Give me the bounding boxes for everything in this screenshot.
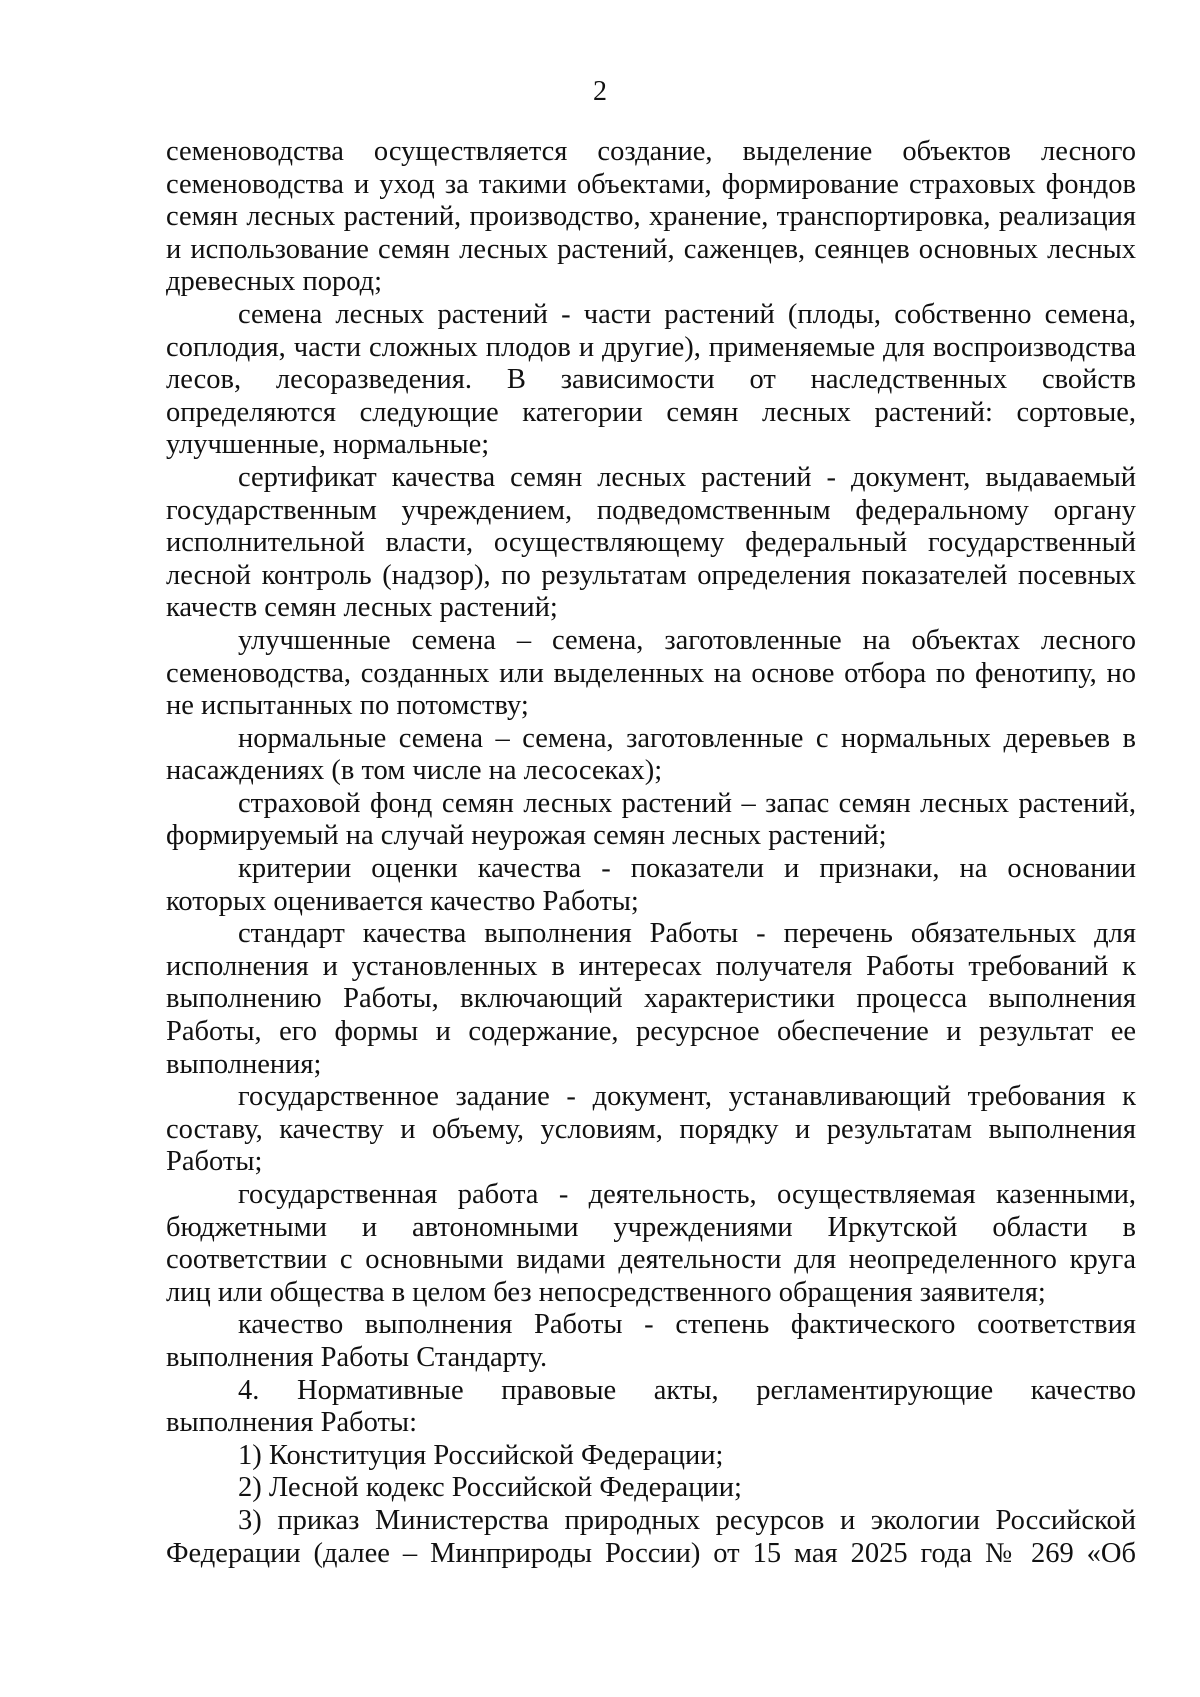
paragraph-seed-quality-certificate: сертификат качества семян лесных растений - документ, выдаваемый государственным учреждением, подведомственным федеральному органу исполнительной власти, осуществляющему федеральный государственный лесной контроль (надзор), по результатам определения показателей посевных качеств семян лесных растений; (166, 461, 1136, 624)
paragraph-quality-criteria: критерии оценки качества - показатели и признаки, на основании которых оценивается качество Работы; (166, 853, 1136, 917)
paragraph-improved-seeds: улучшенные семена – семена, заготовленные на объектах лесного семеноводства, созданных или выделенных на основе отбора по фенотипу, но не испытанных по потомству; (166, 624, 1136, 722)
paragraph-section-4-heading: 4. Нормативные правовые акты, регламентирующие качество выполнения Работы: (166, 1374, 1136, 1439)
paragraph-seed-production-continuation: семеноводства осуществляется создание, выделение объектов лесного семеноводства и уход за такими объектами, формирование страховых фондов семян лесных растений, производство, хранение, транспортировка, реализация и использование семян лесных растений, саженцев, сеянцев основных лесных древесных пород; (166, 136, 1136, 298)
list-item-constitution: 1) Конституция Российской Федерации; (238, 1439, 724, 1471)
paragraph-normal-seeds: нормальные семена – семена, заготовленные с нормальных деревьев в насаждениях (в том числе на лесосеках); (166, 722, 1136, 787)
paragraph-quality-standard: стандарт качества выполнения Работы - перечень обязательных для исполнения и установленных в интересах получателя Работы требований к выполнению Работы, включающий характеристики процесса выполнения Работы, его формы и содержание, ресурсное обеспечение и результат ее выполнения; (166, 918, 1136, 1080)
paragraph-state-assignment: государственное задание - документ, устанавливающий требования к составу, качеству и объему, условиям, порядку и результатам выполнения Работы; (166, 1081, 1136, 1178)
paragraph-work-quality: качество выполнения Работы - степень фактического соответствия выполнения Работы Стандарту. (166, 1309, 1136, 1373)
list-item-ministry-order: 3) приказ Министерства природных ресурсов и экологии Российской Федерации (далее – Минприроды России) от 15 мая 2025 года № 269 «Об (166, 1504, 1136, 1569)
document-body (166, 136, 1136, 1570)
list-item-forest-code: 2) Лесной кодекс Российской Федерации; (238, 1472, 742, 1504)
paragraph-state-work: государственная работа - деятельность, осуществляемая казенными, бюджетными и автономными учреждениями Иркутской области в соответствии с основными видами деятельности для неопределенного круга лиц или общества в целом без непосредственного обращения заявителя; (166, 1179, 1136, 1308)
paragraph-insurance-fund: страховой фонд семян лесных растений – запас семян лесных растений, формируемый на случай неурожая семян лесных растений; (166, 787, 1136, 852)
paragraph-forest-seeds-definition: семена лесных растений - части растений (плоды, собственно семена, соплодия, части сложных плодов и другие), применяемые для воспроизводства лесов, лесоразведения. В зависимости от наследственных свойств определяются следующие категории семян лесных растений: сортовые, улучшенные, нормальные; (166, 298, 1136, 461)
page-number: 2 (593, 76, 607, 107)
